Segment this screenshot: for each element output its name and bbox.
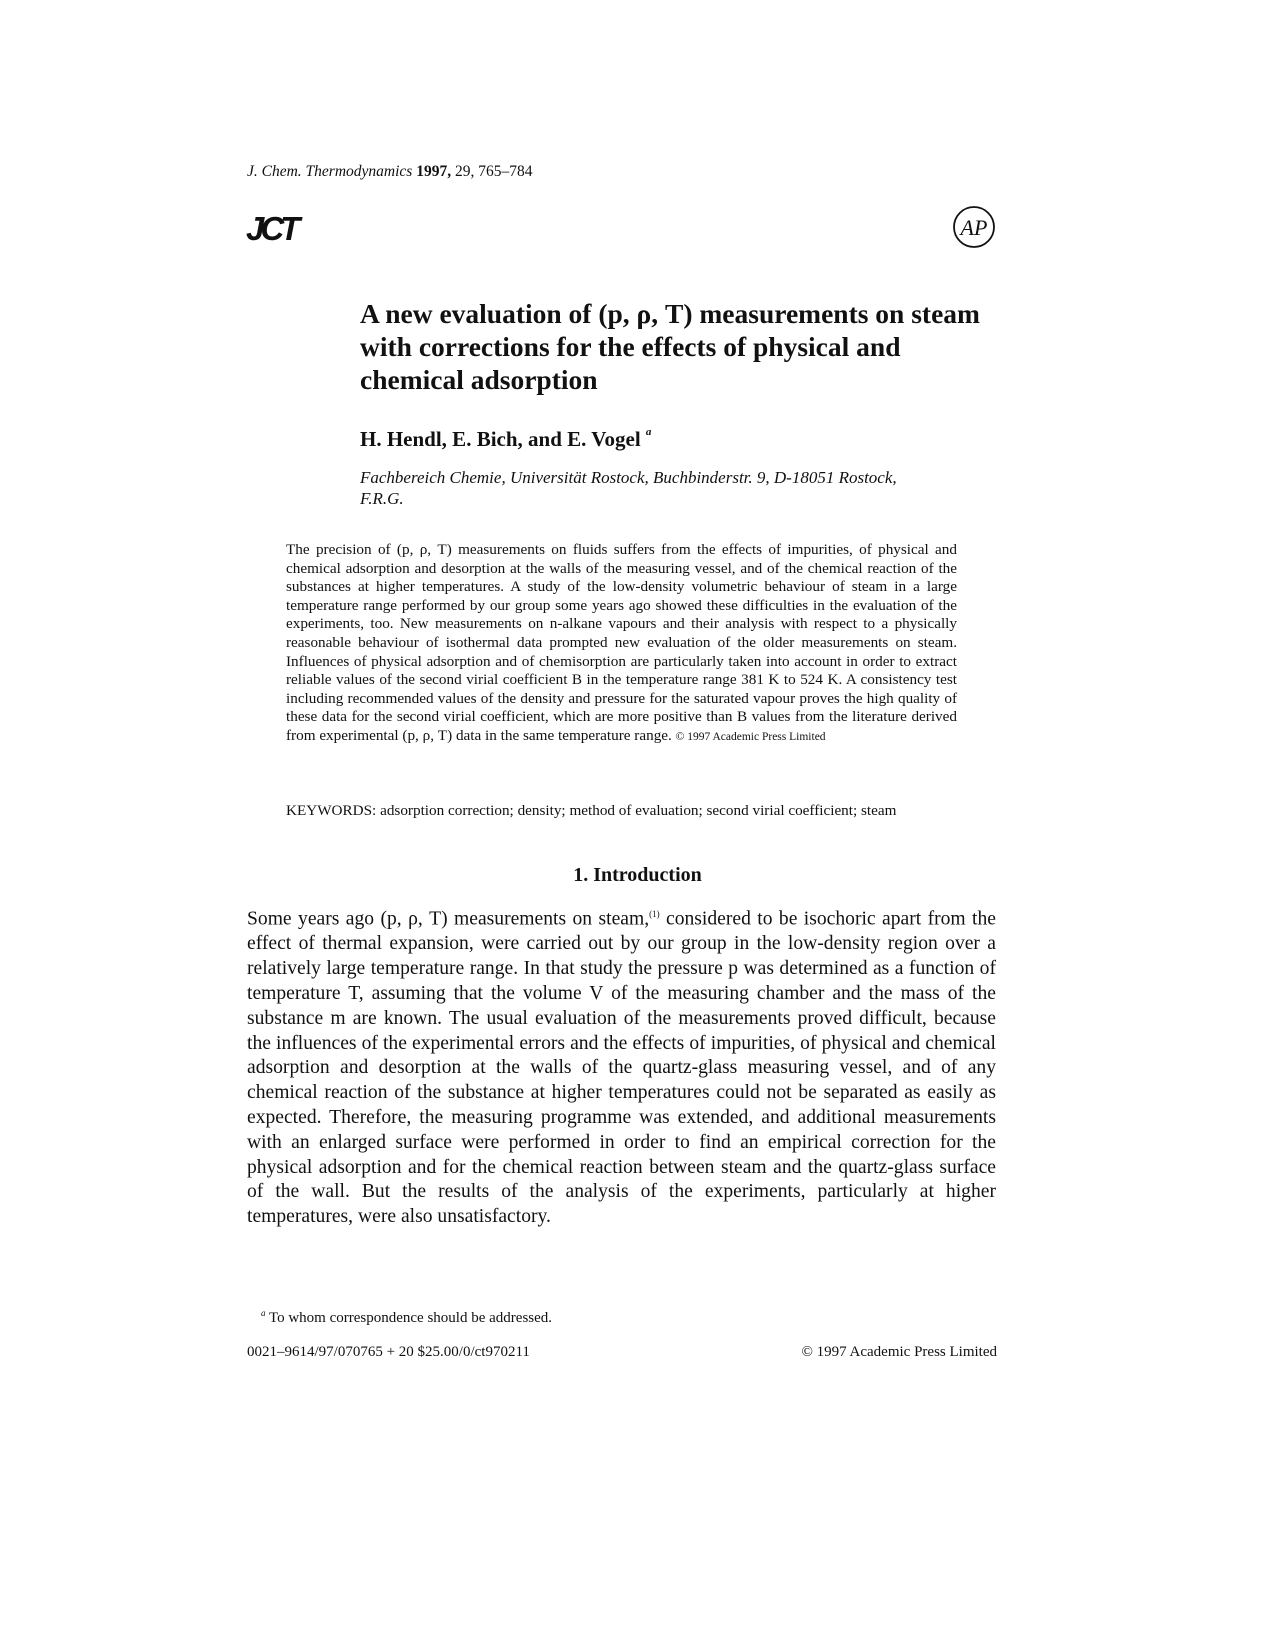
abstract-text: The precision of (p, ρ, T) measurements on fluids suffers from the effects of impurities, of physical and chemical adsorption and desorption at the walls of the measuring vessel, and of the chemical reaction of the substances at higher temperatures. A study of the low-density volumetric behaviour of steam in a large temperature range performed by our group some years ago showed these difficulties in the evaluation of the experiments, too. New measurements on n-alkane vapours and their analysis with respect to a physically reasonable behaviour of isothermal data prompted new evaluation of the older measurements on steam. Influences of physical adsorption and of chemisorption are particularly taken into account in order to extract reliable values of the second virial coefficient B in the temperature range 381 K to 524 K. A consistency test including recommended values of the density and pressure for the saturated vapour proves the high quality of these data for the second virial coefficient, which are more positive than B values from the literature derived from experimental (p, ρ, T) data in the same temperature range. bbox=[286, 541, 957, 744]
footnote-mark: a bbox=[261, 1308, 266, 1318]
intro-text-start: Some years ago (p, ρ, T) measurements on steam, bbox=[247, 908, 650, 930]
abstract-copyright: © 1997 Academic Press Limited bbox=[675, 730, 826, 743]
footnote-text: To whom correspondence should be addressed. bbox=[268, 1310, 553, 1326]
journal-citation bbox=[247, 163, 532, 181]
publisher-logo-icon bbox=[952, 205, 996, 249]
article-title: A new evaluation of (p, ρ, T) measurements on steam with corrections for the effects of physical and chemical adsorption bbox=[360, 298, 980, 395]
journal-name: J. Chem. Thermodynamics bbox=[247, 163, 413, 180]
journal-logo: JCT bbox=[246, 210, 297, 247]
journal-volume-pages: 29, 765–784 bbox=[454, 163, 533, 180]
intro-paragraph bbox=[247, 902, 996, 1230]
footer-copyright: © 1997 Academic Press Limited bbox=[801, 1344, 997, 1360]
intro-text-rest: considered to be isochoric apart from the effect of thermal expansion, were carried out by our group in the low-density region over a relatively large temperature range. In that study the pressure p was determined as a function of temperature T, assuming that the volume V of the measuring chamber and the mass of the substance m are known. The usual evaluation of the measurements proved difficult, because the influences of the experimental errors and the effects of impurities, of physical and chemical adsorption and desorption at the walls of the quartz-glass measuring vessel, and of any chemical reaction of the substance at higher temperatures could not be separated as easily as expected. Therefore, the measuring programme was extended, and additional measurements with an enlarged surface were performed in order to find an empirical correction for the physical adsorption and for the chemical reaction between steam and the quartz-glass surface of the wall. But the results of the analysis of the experiments, particularly at higher temperatures, were also unsatisfactory. bbox=[247, 908, 996, 1228]
abstract bbox=[286, 541, 957, 747]
keywords: KEYWORDS: adsorption correction; density; method of evaluation; second virial coefficient; steam bbox=[286, 802, 897, 819]
issn-line: 0021–9614/97/070765 + 20 $25.00/0/ct970211 bbox=[247, 1344, 530, 1360]
section-heading: 1. Introduction bbox=[573, 864, 702, 886]
authors: H. Hendl, E. Bich, and E. Vogel bbox=[360, 427, 641, 451]
affiliation: Fachbereich Chemie, Universität Rostock, Buchbinderstr. 9, D-18051 Rostock, F.R.G. bbox=[360, 468, 897, 508]
publisher-logo-text: AP bbox=[960, 215, 988, 240]
journal-year: 1997, bbox=[416, 163, 452, 180]
footnote bbox=[261, 1308, 552, 1327]
reference-marker: (1) bbox=[649, 909, 660, 919]
author-list bbox=[360, 427, 651, 452]
author-footnote-mark: a bbox=[645, 426, 652, 438]
